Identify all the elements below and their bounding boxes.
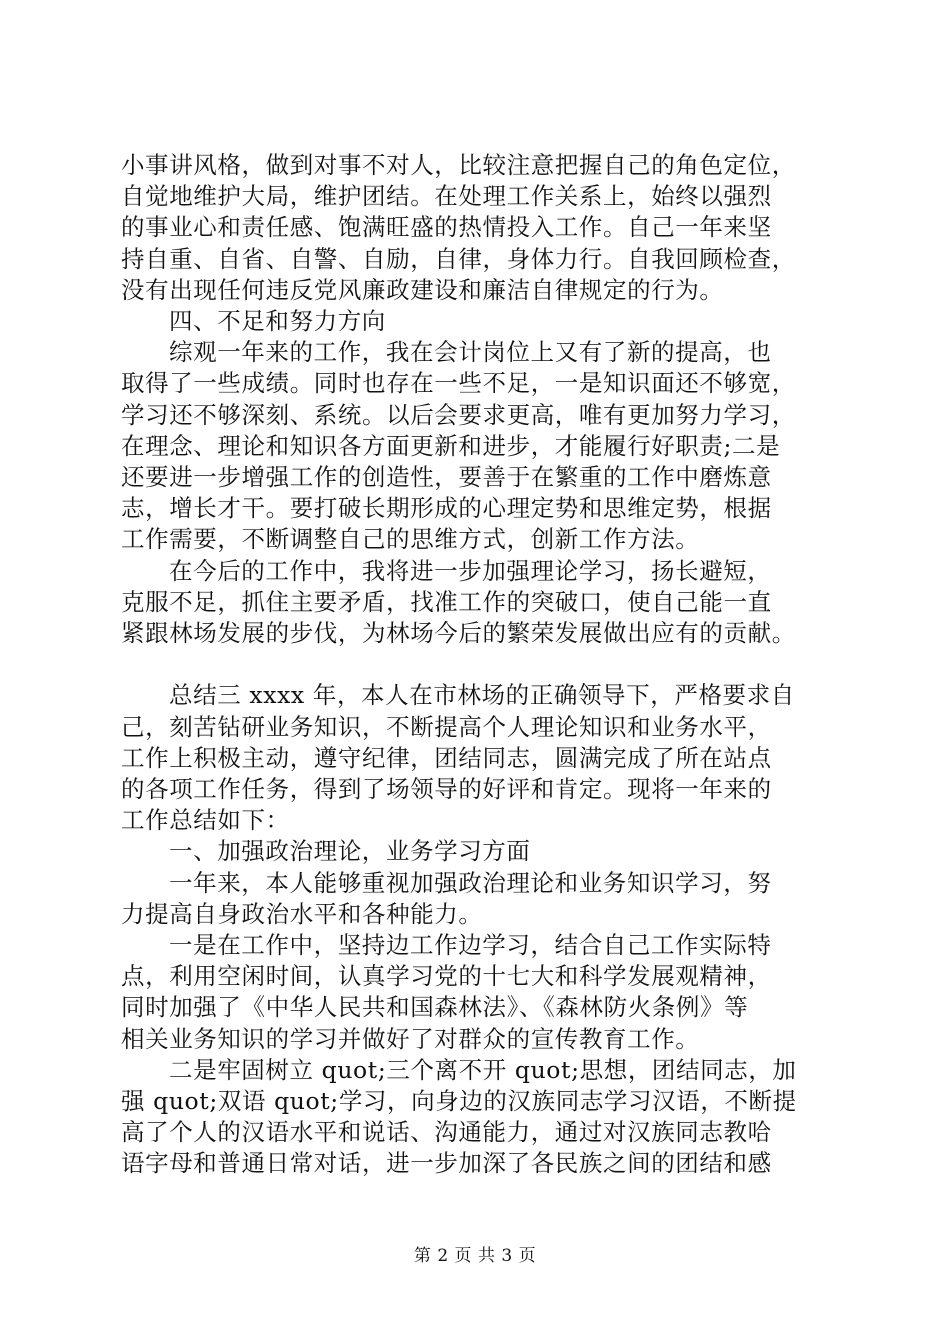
text-line: 在理念、理论和知识各方面更新和进步，才能履行好职责;二是 [121, 431, 781, 460]
section-heading: 四、不足和努力方向 [169, 307, 386, 336]
text-line: 同时加强了《中华人民共和国森林法》、《森林防火条例》等 [121, 993, 749, 1022]
paragraph-start: 一年来，本人能够重视加强政治理论和业务知识学习，努 [169, 868, 772, 897]
text-line: 的事业心和责任感、饱满旺盛的热情投入工作。自己一年来坚 [121, 213, 772, 242]
text-line: 点，利用空闲时间，认真学习党的十七大和科学发展观精神， [121, 962, 772, 991]
page-number-footer: 第 2 页 共 3 页 [413, 1246, 537, 1266]
paragraph-start: 二是牢固树立 quot;三个离不开 quot;思想，团结同志，加 [169, 1055, 797, 1084]
text-line: 学习还不够深刻、系统。以后会要求更高，唯有更加努力学习， [121, 400, 796, 429]
blank-line [121, 649, 841, 680]
text-line: 相关业务知识的学习并做好了对群众的宣传教育工作。 [121, 1024, 700, 1053]
text-line: 强 quot;双语 quot;学习，向身边的汉族同志学习汉语，不断提 [121, 1087, 797, 1116]
text-line: 持自重、自省、自警、自励，自律，身体力行。自我回顾检查， [121, 244, 796, 273]
text-line: 还要进一步增强工作的创造性，要善于在繁重的工作中磨炼意 [121, 463, 772, 492]
text-line: 力提高自身政治水平和各种能力。 [121, 899, 483, 928]
text-line: 高了个人的汉语水平和说话、沟通能力，通过对汉族同志教哈 [121, 1118, 772, 1147]
text-line: 紧跟林场发展的步伐，为林场今后的繁荣发展做出应有的贡献。 [121, 619, 796, 648]
text-line: 工作需要，不断调整自己的思维方式，创新工作方法。 [121, 525, 700, 554]
text-line: 语字母和普通日常对话，进一步加深了各民族之间的团结和感 [121, 1149, 772, 1178]
section-heading: 一、加强政治理论，业务学习方面 [169, 837, 531, 866]
paragraph-start: 在今后的工作中，我将进一步加强理论学习，扬长避短， [169, 556, 772, 585]
text-line: 自觉地维护大局，维护团结。在处理工作关系上，始终以强烈 [121, 182, 772, 211]
paragraph-start: 总结三 xxxx 年，本人在市林场的正确领导下，严格要求自 [169, 681, 795, 710]
text-line: 工作上积极主动，遵守纪律，团结同志，圆满完成了所在站点 [121, 743, 772, 772]
document-body [121, 150, 841, 1180]
text-line: 的各项工作任务，得到了场领导的好评和肯定。现将一年来的 [121, 775, 772, 804]
text-line: 志，增长才干。要打破长期形成的心理定势和思维定势，根据 [121, 494, 772, 523]
text-line: 克服不足，抓住主要矛盾，找准工作的突破口，使自己能一直 [121, 587, 772, 616]
paragraph-start: 一是在工作中，坚持边工作边学习，结合自己工作实际特 [169, 931, 772, 960]
text-line: 己，刻苦钻研业务知识，不断提高个人理论知识和业务水平， [121, 712, 772, 741]
paragraph-start: 综观一年来的工作，我在会计岗位上又有了新的提高，也 [169, 338, 772, 367]
text-line: 取得了一些成绩。同时也存在一些不足，一是知识面还不够宽， [121, 369, 796, 398]
text-line: 小事讲风格，做到对事不对人，比较注意把握自己的角色定位， [121, 151, 796, 179]
text-line: 没有出现任何违反党风廉政建设和廉洁自律规定的行为。 [121, 275, 724, 304]
text-line: 工作总结如下： [121, 806, 290, 835]
